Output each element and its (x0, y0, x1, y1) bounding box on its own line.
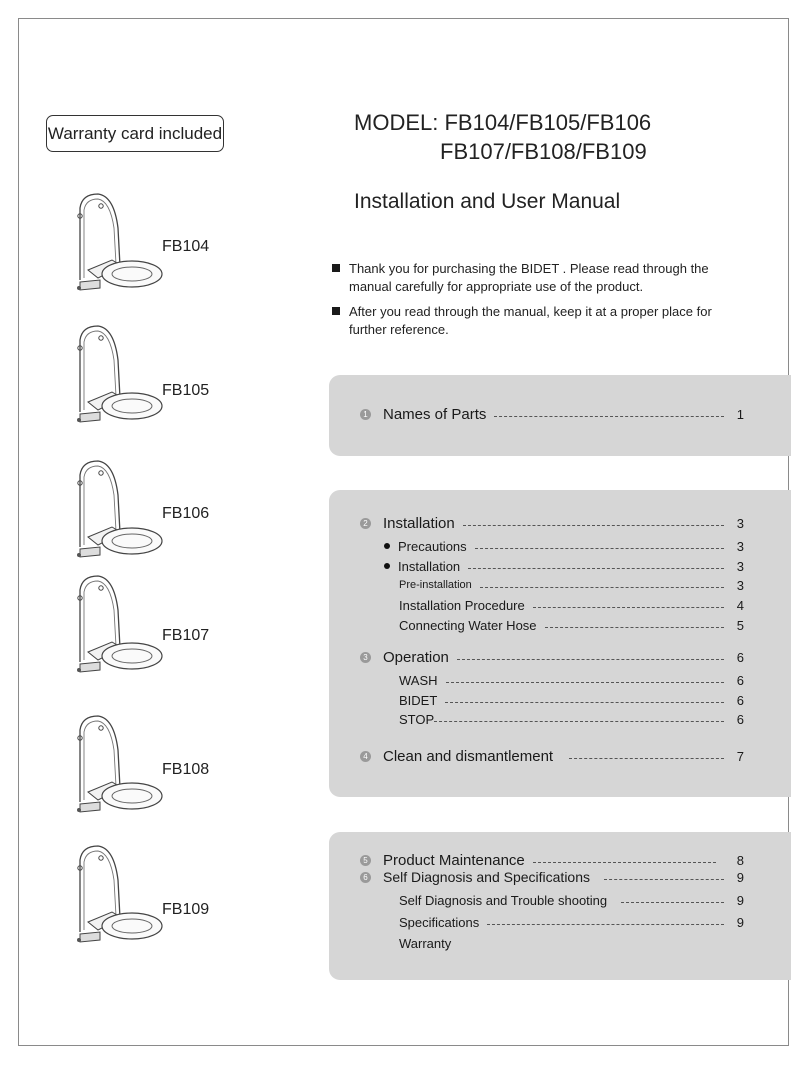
section-number-badge: 2 (360, 518, 371, 529)
dotted-leader (457, 659, 724, 660)
toc-label: Installation Procedure (399, 597, 525, 613)
toc-page: 9 (736, 869, 744, 885)
dotted-leader (533, 607, 724, 608)
section-number-badge: 1 (360, 409, 371, 420)
toc-entry-self-diagnosis[interactable] (360, 868, 744, 886)
dotted-leader (569, 758, 724, 759)
intro-text-2: After you read through the manual, keep it at a proper place for further reference. (349, 304, 712, 337)
bullet-dot-icon (384, 543, 390, 549)
warranty-badge: Warranty card included (46, 115, 224, 152)
toc-label: Specifications (399, 914, 480, 930)
toc-label: BIDET (399, 692, 438, 708)
toc-page: 9 (736, 892, 744, 908)
bullet-dot-icon (384, 563, 390, 569)
dotted-leader (480, 587, 724, 588)
toc-label: Installation (398, 558, 461, 574)
dotted-leader (468, 568, 724, 569)
model-line-2: FB107/FB108/FB109 (440, 139, 647, 164)
toc-page: 6 (736, 649, 744, 665)
toc-label: Self Diagnosis and Trouble shooting (399, 892, 608, 908)
dotted-leader (434, 721, 724, 722)
toc-entry-pre-installation[interactable] (399, 576, 744, 594)
toc-entry-trouble-shooting[interactable] (399, 891, 744, 909)
toc-entry-names-of-parts[interactable] (360, 405, 744, 423)
toc-label: Warranty (399, 935, 452, 951)
seat-illustration-fb107 (70, 570, 166, 680)
toc-page: 6 (736, 672, 744, 688)
manual-title: Installation and User Manual (354, 190, 621, 213)
toc-page: 3 (736, 515, 744, 531)
toc-label: Connecting Water Hose (399, 617, 537, 633)
model-label-fb105: FB105 (162, 382, 210, 399)
model-line-1: FB104/FB105/FB106 (444, 110, 652, 135)
toc-label: WASH (399, 672, 438, 688)
toc-page: 1 (736, 406, 744, 422)
dotted-leader (533, 862, 716, 863)
toc-label: Product Maintenance (383, 851, 525, 869)
toc-page: 5 (736, 617, 744, 633)
model-label-fb108: FB108 (162, 761, 210, 778)
section-number-badge: 5 (360, 855, 371, 866)
toc-entry-precautions[interactable] (384, 537, 744, 555)
toc-page: 9 (736, 914, 744, 930)
model-prefix: MODEL: (354, 110, 439, 135)
toc-entry-installation[interactable] (360, 514, 744, 532)
toc-label: Self Diagnosis and Specifications (383, 869, 591, 885)
seat-illustration-fb106 (70, 455, 166, 565)
seat-illustration-fb109 (70, 840, 166, 950)
toc-label: Installation (383, 514, 455, 532)
toc-page: 3 (736, 577, 744, 593)
toc-label: Pre-installation (399, 579, 472, 591)
section-number-badge: 3 (360, 652, 371, 663)
intro-bullet-2 (332, 303, 752, 339)
intro-bullet-1 (332, 260, 752, 296)
toc-label: Names of Parts (383, 405, 487, 423)
toc-entry-connecting-water-hose[interactable] (399, 616, 744, 634)
toc-page: 4 (736, 597, 744, 613)
toc-page: 3 (736, 558, 744, 574)
square-bullet-icon (332, 307, 340, 315)
dotted-leader (545, 627, 724, 628)
intro-text-1: Thank you for purchasing the BIDET . Please read through the manual carefully for appropriate use of the product. (349, 261, 709, 294)
section-number-badge: 6 (360, 872, 371, 883)
seat-illustration-fb108 (70, 710, 166, 820)
dotted-leader (621, 902, 724, 903)
toc-entry-operation[interactable] (360, 648, 744, 666)
toc-page: 8 (736, 852, 744, 868)
toc-page: 6 (736, 692, 744, 708)
toc-entry-product-maintenance[interactable] (360, 851, 744, 869)
toc-entry-wash[interactable] (399, 671, 744, 689)
toc-entry-bidet[interactable] (399, 691, 744, 709)
toc-label: STOP (399, 711, 435, 727)
dotted-leader (604, 879, 724, 880)
dotted-leader (475, 548, 724, 549)
toc-entry-installation-procedure[interactable] (399, 596, 744, 614)
toc-label: Operation (383, 648, 449, 666)
toc-entry-stop[interactable] (399, 710, 744, 728)
model-heading (354, 108, 651, 166)
dotted-leader (446, 682, 724, 683)
model-label-fb109: FB109 (162, 901, 210, 918)
section-number-badge: 4 (360, 751, 371, 762)
toc-label: Precautions (398, 538, 467, 554)
toc-page: 3 (736, 538, 744, 554)
model-label-fb104: FB104 (162, 238, 210, 255)
toc-entry-clean-dismantlement[interactable] (360, 747, 744, 765)
toc-page: 6 (736, 711, 744, 727)
dotted-leader (487, 924, 724, 925)
toc-entry-specifications[interactable] (399, 913, 744, 931)
model-label-fb106: FB106 (162, 505, 210, 522)
toc-page: 7 (736, 748, 744, 764)
model-label-fb107: FB107 (162, 627, 210, 644)
toc-label: Clean and dismantlement (383, 747, 554, 765)
dotted-leader (494, 416, 724, 417)
toc-entry-warranty[interactable] (399, 934, 744, 952)
seat-illustration-fb105 (70, 320, 166, 430)
dotted-leader (463, 525, 724, 526)
toc-entry-installation-sub[interactable] (384, 557, 744, 575)
dotted-leader (445, 702, 724, 703)
seat-illustration-fb104 (70, 188, 166, 298)
square-bullet-icon (332, 264, 340, 272)
